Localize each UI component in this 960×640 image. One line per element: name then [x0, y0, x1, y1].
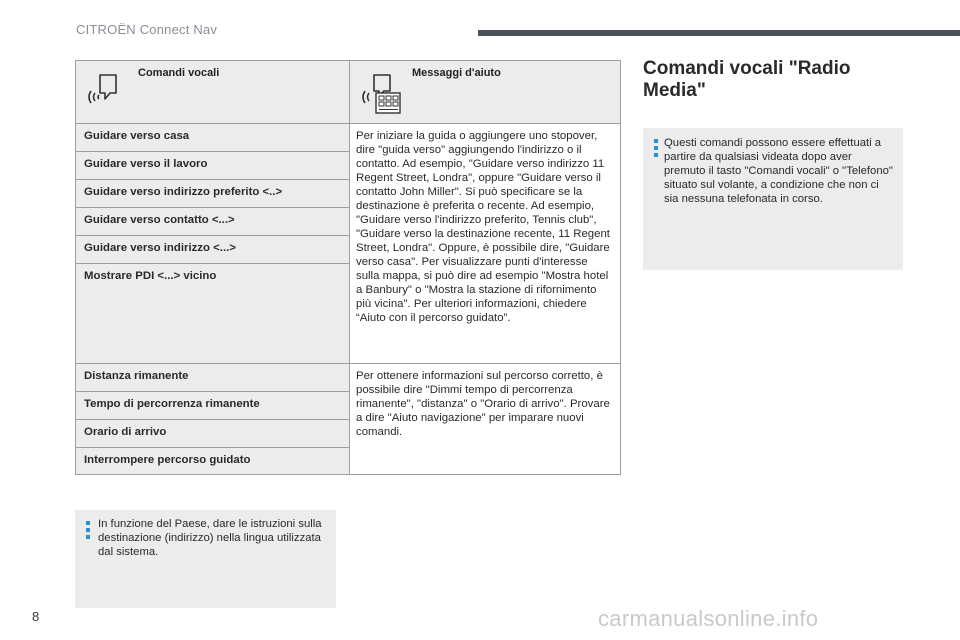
command-cell: Tempo di percorrenza rimanente	[76, 392, 350, 420]
command-cell: Guidare verso contatto <...>	[76, 208, 350, 236]
header-cell-help	[350, 61, 621, 124]
header-commands-label: Comandi vocali	[138, 67, 220, 79]
help-cell: Per iniziare la guida o aggiungere uno stopover, dire "guida verso" aggiungendo l'indirizzo o il contatto. Ad esempio, "Guidare verso indirizzo 11 Regent Street, Londra", oppure "Guidare verso il contatto John Miller". Si può specificare se la destinazione è preferita o recente. Ad esempio, "Guidare verso l'indirizzo preferito, Tennis club", "Guidare verso la destinazione recente, 11 Regent Street, Londra". Oppure, è possibile dire, "Guidare verso casa". Per visualizzare punti d'interesse sulla mappa, si può dire ad esempio "Mostra hotel a Banbury" o "Mostra la stazione di rifornimento più vicina". Per ulteriori informazioni, chiedere “Aiuto con il percorso guidato”.	[350, 124, 621, 364]
page-number: 8	[32, 609, 40, 624]
header-help-label: Messaggi d'aiuto	[412, 67, 501, 79]
info-icon	[654, 139, 658, 159]
voice-command-icon	[86, 71, 122, 111]
help-message-icon	[360, 71, 404, 115]
table-row	[76, 364, 621, 392]
command-cell: Distanza rimanente	[76, 364, 350, 392]
help-cell: Per ottenere informazioni sul percorso corretto, è possibile dire "Dimmi tempo di percorrenza rimanente", "distanza" o "Orario di arrivo". Provare a dire "Aiuto navigazione" per imparare nuovi comandi.	[350, 364, 621, 475]
command-cell: Guidare verso indirizzo preferito <..>	[76, 180, 350, 208]
radio-media-note-text: Questi comandi possono essere effettuati a partire da qualsiasi videata dopo aver premuto il tasto "Comandi vocali" o "Telefono" situato sul volante, a condizione che non ci sia nessuna telefonata in corso.	[664, 137, 893, 205]
header-bar	[478, 30, 960, 36]
header-title: CITROËN Connect Nav	[76, 22, 218, 37]
country-note	[75, 510, 336, 608]
command-cell: Guidare verso casa	[76, 124, 350, 152]
header-cell-commands	[76, 61, 350, 124]
command-cell: Orario di arrivo	[76, 420, 350, 448]
table-header-row	[76, 61, 621, 124]
command-cell: Guidare verso indirizzo <...>	[76, 236, 350, 264]
voice-commands-table	[75, 60, 621, 475]
command-cell: Interrompere percorso guidato	[76, 448, 350, 475]
command-cell: Guidare verso il lavoro	[76, 152, 350, 180]
table-row	[76, 124, 621, 152]
radio-media-note	[643, 128, 903, 270]
info-icon	[86, 521, 90, 541]
country-note-text: In funzione del Paese, dare le istruzioni sulla destinazione (indirizzo) nella lingua utilizzata dal sistema.	[98, 518, 322, 558]
command-cell: Mostrare PDI <...> vicino	[76, 264, 350, 364]
watermark: carmanualsonline.info	[598, 606, 819, 631]
section-title: Comandi vocali "Radio Media"	[643, 58, 851, 101]
